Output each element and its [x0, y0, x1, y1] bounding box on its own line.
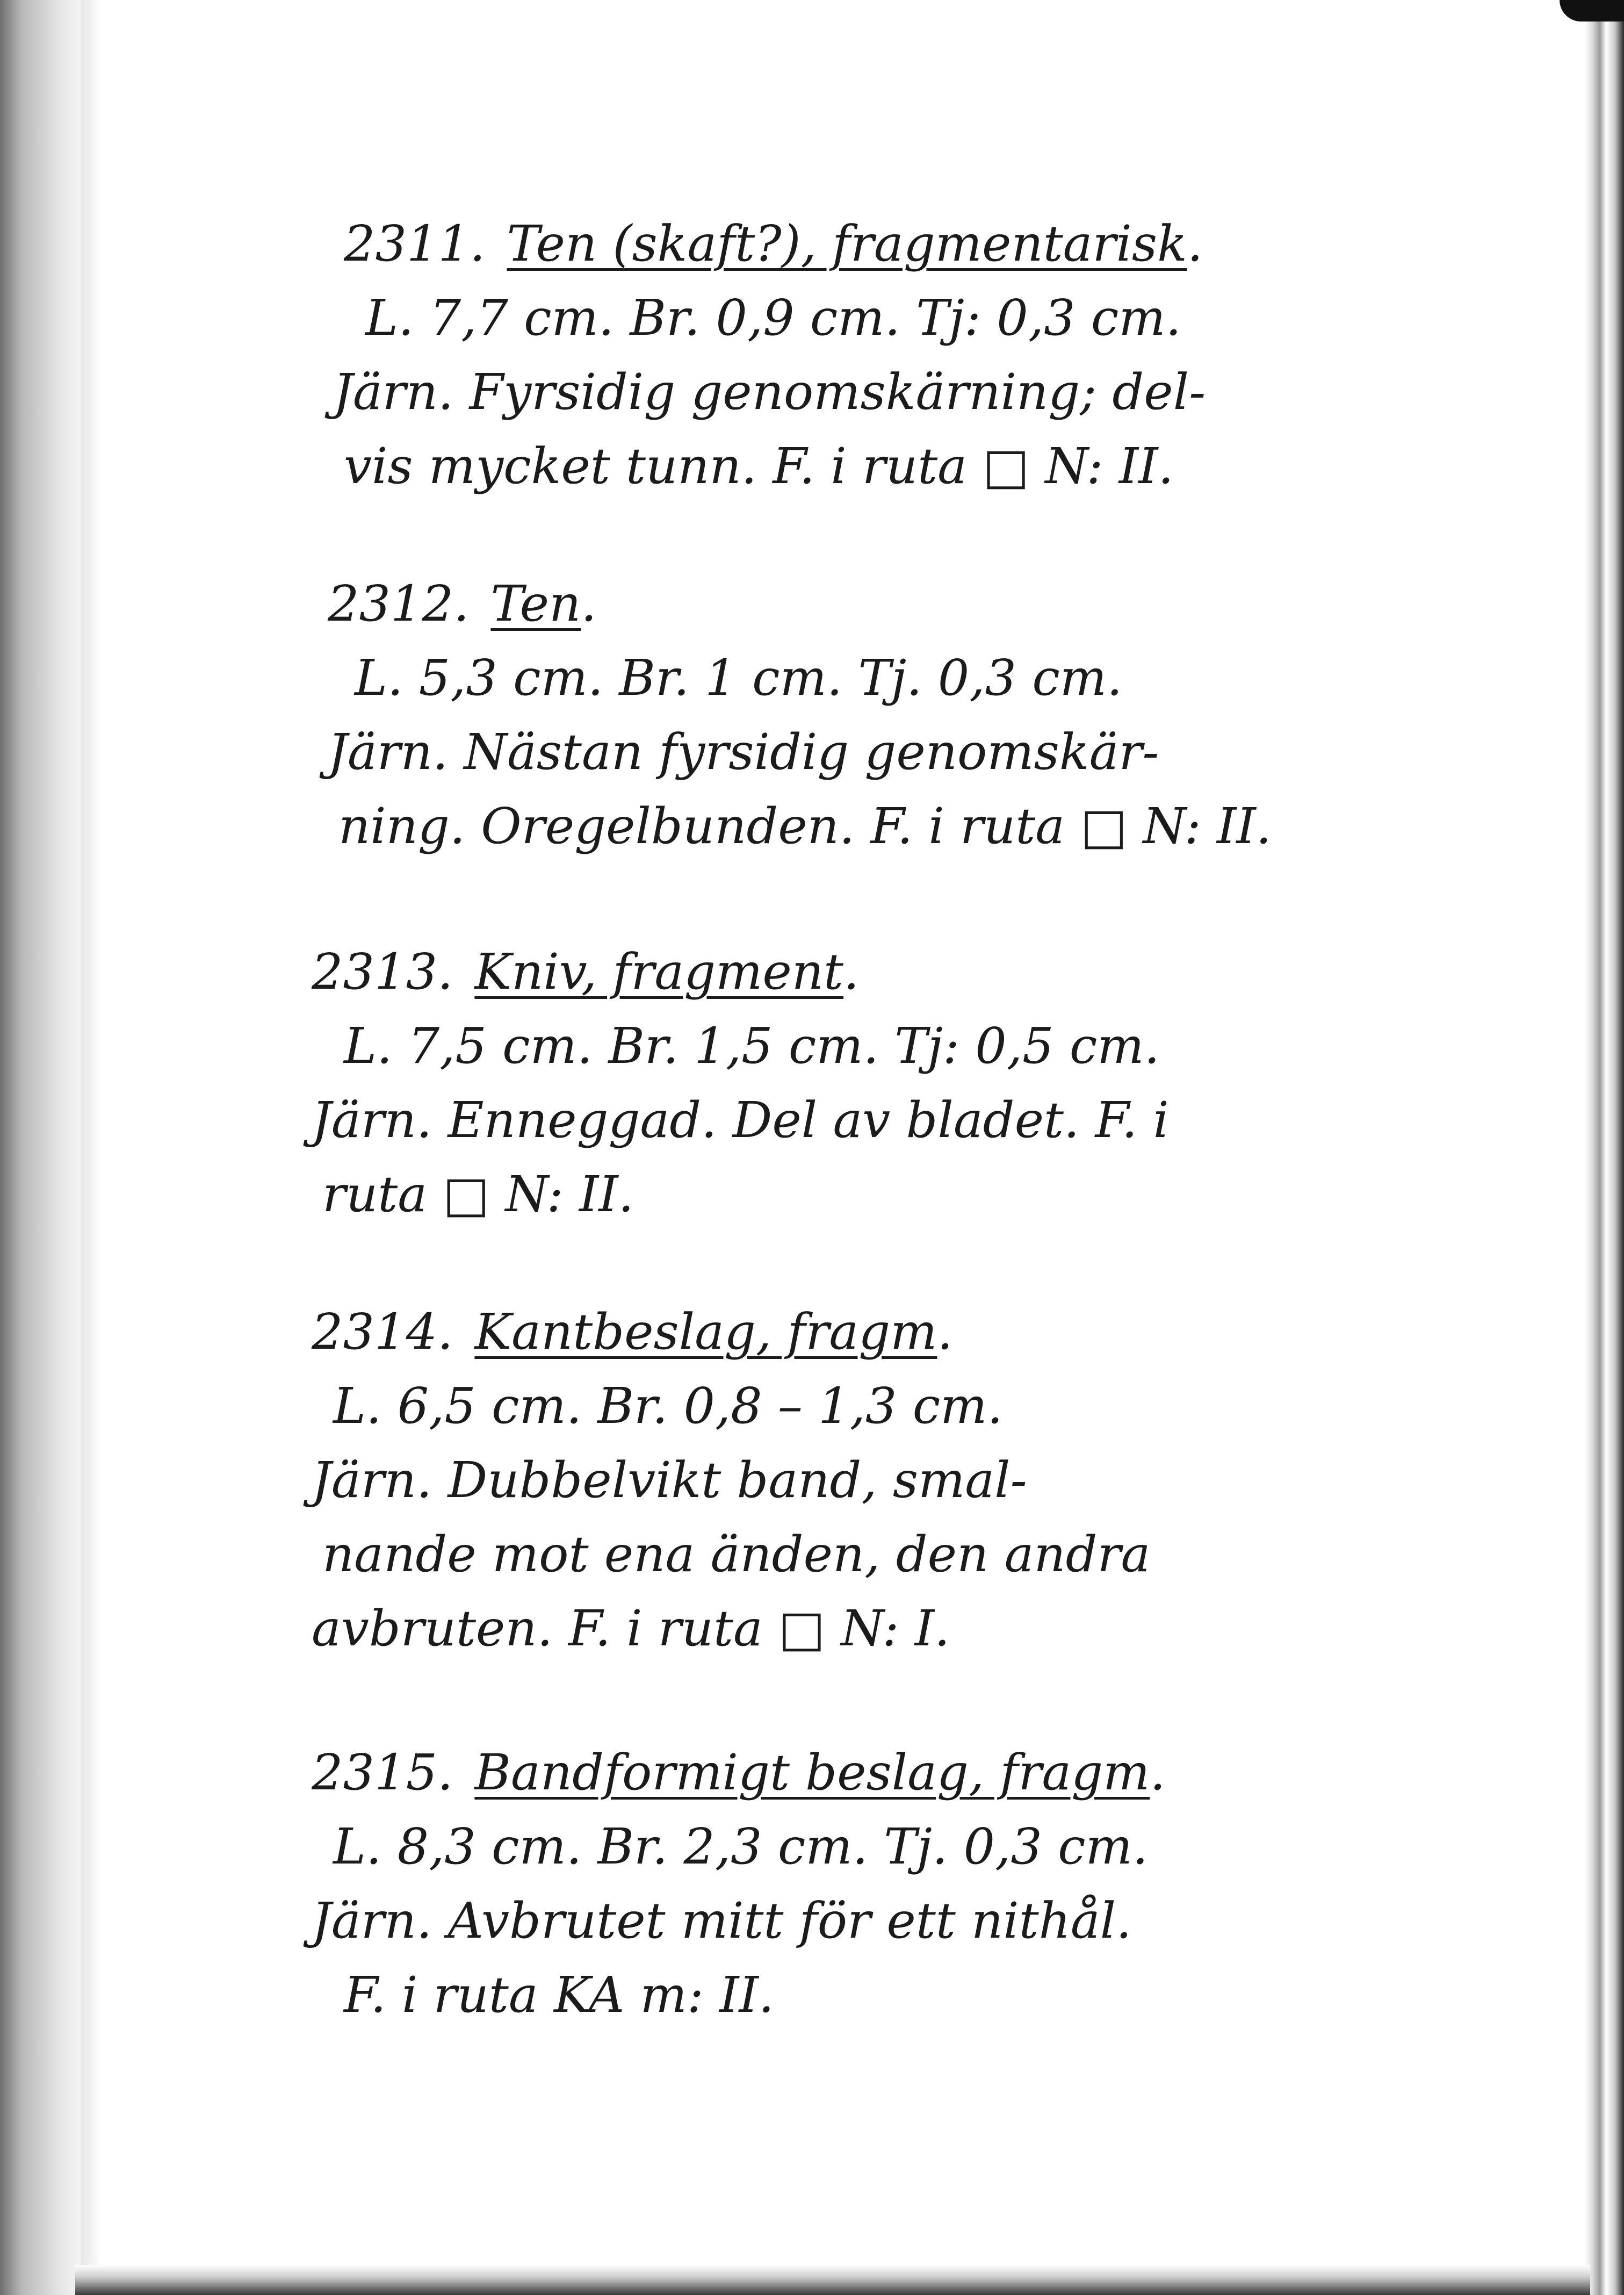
entry-description-line: Järn. Enneggad. Del av bladet. F. i [312, 1091, 1169, 1149]
entry-number: 2313. [312, 943, 453, 1001]
entry-description-line: Järn. Nästan fyrsidig genomskär- [328, 723, 1159, 781]
entry-title-end: . [1187, 215, 1203, 272]
entry-title: Ten (skaft?), fragmentarisk [507, 215, 1187, 272]
entry-heading [312, 1295, 1150, 1369]
entry-title-end: . [843, 943, 860, 1001]
entry-measurements: L. 6,5 cm. Br. 0,8 – 1,3 cm. [333, 1377, 1003, 1435]
entry-title-end: . [1150, 1744, 1166, 1801]
entry-description-line: Järn. Avbrutet mitt för ett nithål. [312, 1892, 1132, 1949]
entry-heading [328, 567, 1272, 641]
entry-title: Kniv, fragment [474, 943, 844, 1001]
book-binding-left [0, 0, 81, 2295]
catalog-entry-2311 [333, 207, 1206, 503]
entry-title: Ten [490, 575, 581, 632]
notebook-page [81, 0, 1585, 2295]
entry-description-line: Järn. Fyrsidig genomskärning; del- [333, 363, 1206, 421]
entry-number: 2315. [312, 1744, 453, 1801]
catalog-entry-2312 [328, 567, 1272, 864]
entry-measurements: L. 7,7 cm. Br. 0,9 cm. Tj: 0,3 cm. [365, 289, 1181, 347]
page-edge-right [1585, 0, 1624, 2295]
catalog-entry-2314 [312, 1295, 1150, 1666]
entry-title: Kantbeslag, fragm [474, 1303, 937, 1361]
entry-number: 2314. [312, 1303, 453, 1361]
entry-description-line: nande mot ena änden, den andra [322, 1526, 1151, 1583]
entry-description-line: vis mycket tunn. F. i ruta □ N: II. [344, 437, 1174, 495]
entry-measurements: L. 8,3 cm. Br. 2,3 cm. Tj. 0,3 cm. [333, 1818, 1149, 1875]
catalog-entry-2315 [312, 1736, 1166, 2032]
entry-description-line: F. i ruta KA m: II. [344, 1966, 775, 2024]
entry-heading [312, 935, 1169, 1009]
entry-description-line: ruta □ N: II. [322, 1166, 634, 1223]
entry-measurements: L. 5,3 cm. Br. 1 cm. Tj. 0,3 cm. [355, 649, 1123, 707]
catalog-entry-2313 [312, 935, 1169, 1232]
background-corner [1560, 0, 1624, 21]
page-edge-bottom [75, 2265, 1590, 2295]
entry-measurements: L. 7,5 cm. Br. 1,5 cm. Tj: 0,5 cm. [344, 1017, 1160, 1075]
entry-description-line: Järn. Dubbelvikt band, smal- [312, 1451, 1027, 1509]
entry-title-end: . [937, 1303, 953, 1361]
entry-number: 2312. [328, 575, 470, 632]
page-gutter-shadow [81, 0, 102, 2295]
entry-title-end: . [581, 575, 597, 632]
entry-heading [344, 207, 1206, 281]
entry-title: Bandformigt beslag, fragm [474, 1744, 1150, 1801]
entry-heading [312, 1736, 1166, 1810]
entry-description-line: avbruten. F. i ruta □ N: I. [312, 1600, 950, 1657]
entry-description-line: ning. Oregelbunden. F. i ruta □ N: II. [338, 797, 1272, 855]
entry-number: 2311. [344, 215, 486, 272]
